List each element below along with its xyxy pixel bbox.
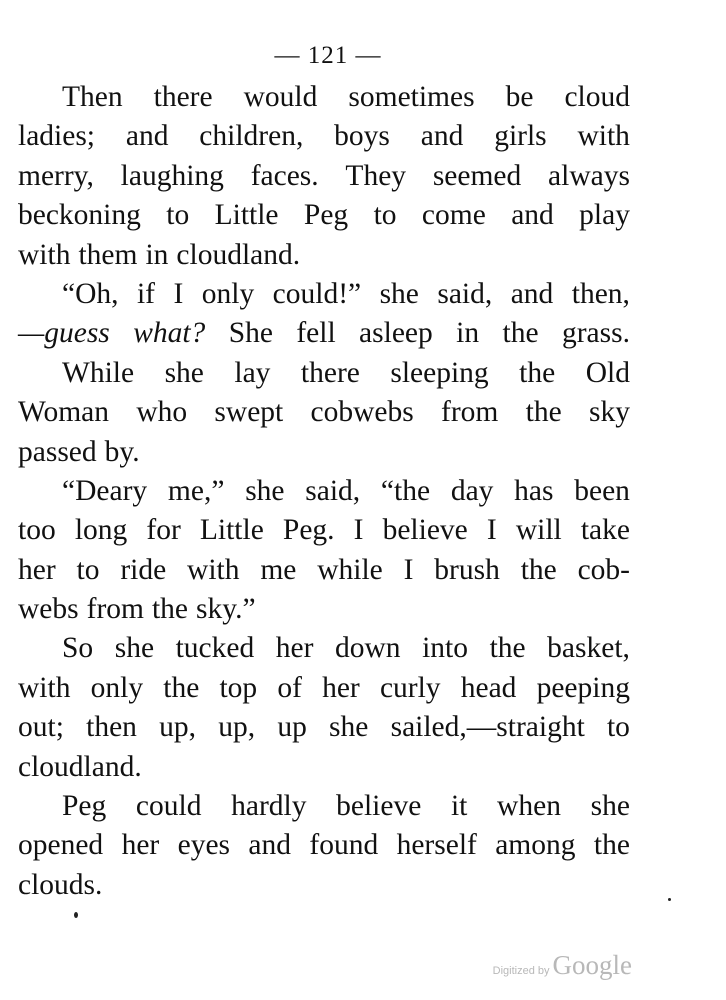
print-speck [668, 898, 671, 901]
text-line: too long for Little Peg. I believe I will take [18, 514, 630, 547]
text-line: beckoning to Little Peg to come and play [18, 199, 630, 232]
text-line: While she lay there sleeping the Old [62, 356, 630, 389]
text-line: clouds. [18, 868, 103, 901]
text-line: merry, laughing faces. They seemed always [18, 159, 630, 192]
text-line: cloudland. [18, 750, 142, 783]
text-line: —guess what? She fell asleep in the grass. [18, 317, 630, 350]
watermark-brand: Google [552, 950, 632, 980]
text-line: Woman who swept cobwebs from the sky [18, 396, 630, 429]
text-line: So she tucked her down into the basket, [62, 632, 630, 665]
text-line: ladies; and children, boys and girls with [18, 120, 630, 153]
digitized-watermark [493, 950, 632, 981]
text-line: Peg could hardly believe it when she [62, 790, 630, 823]
text-line: her to ride with me while I brush the cob- [18, 553, 630, 586]
text-line: “Deary me,” she said, “the day has been [62, 474, 630, 507]
watermark-prefix: Digitized by [492, 965, 550, 977]
text-line: passed by. [18, 435, 140, 468]
body-text [18, 78, 630, 905]
text-line: opened her eyes and found herself among the [18, 829, 630, 862]
text-line: with only the top of her curly head peeping [18, 671, 630, 704]
text-line: with them in cloudland. [18, 238, 301, 271]
text-line: “Oh, if I only could!” she said, and then, [62, 277, 630, 310]
print-speck [74, 912, 78, 918]
text-line: Then there would sometimes be cloud [62, 81, 630, 113]
text-line: webs from the sky.” [18, 593, 256, 626]
text-line: out; then up, up, up she sailed,—straight to [18, 711, 630, 744]
page-number: — 121 — [274, 42, 382, 69]
